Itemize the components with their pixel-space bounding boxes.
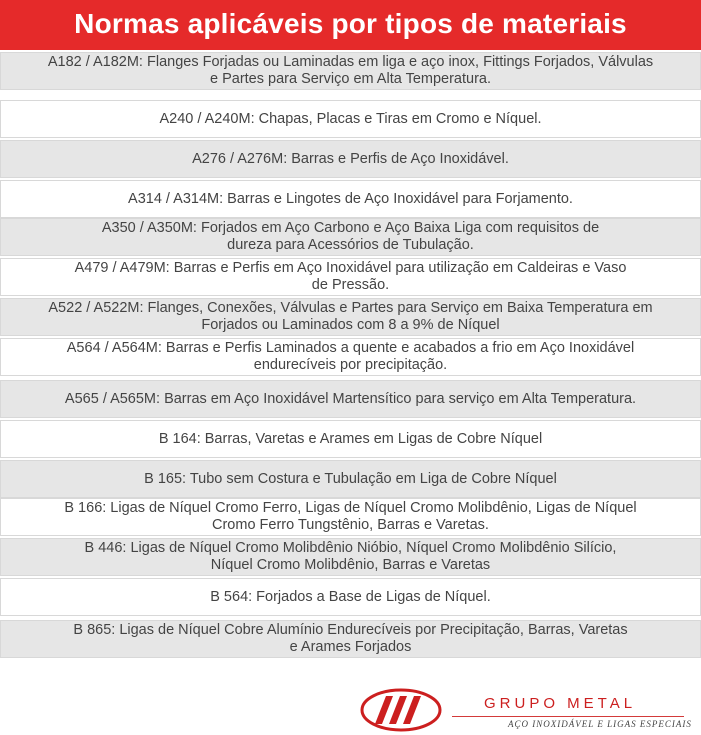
list-item bbox=[0, 338, 701, 376]
list-item bbox=[0, 578, 701, 616]
list-item bbox=[0, 460, 701, 498]
page-title: Normas aplicáveis por tipos de materiais bbox=[0, 0, 701, 50]
grupo-metal-logo bbox=[360, 688, 690, 730]
item-text: A350 / A350M: Forjados em Aço Carbono e Aço Baixa Liga com requisitos de dureza para Acessórios de Tubulação. bbox=[101, 220, 600, 253]
list-item bbox=[0, 258, 701, 296]
list-item bbox=[0, 180, 701, 218]
item-text: A182 / A182M: Flanges Forjadas ou Laminadas em liga e aço inox, Fittings Forjados, Válvulas e Partes para Serviço em Alta Temperatura. bbox=[47, 54, 654, 87]
item-text: A240 / A240M: Chapas, Placas e Tiras em Cromo e Níquel. bbox=[159, 110, 542, 127]
item-text: B 446: Ligas de Níquel Cromo Molibdênio Nióbio, Níquel Cromo Molibdênio Silício, Níquel Cromo Molibdênio, Barras e Varetas bbox=[84, 540, 617, 573]
list-item bbox=[0, 218, 701, 256]
list-item bbox=[0, 380, 701, 418]
item-text: A565 / A565M: Barras em Aço Inoxidável Martensítico para serviço em Alta Temperatura. bbox=[64, 390, 637, 407]
list-item bbox=[0, 298, 701, 336]
item-text: B 166: Ligas de Níquel Cromo Ferro, Ligas de Níquel Cromo Molibdênio, Ligas de Níquel Cromo Ferro Tungstênio, Barras e Varetas. bbox=[64, 500, 637, 533]
logo-divider bbox=[452, 716, 684, 717]
list-item bbox=[0, 52, 701, 90]
item-text: A276 / A276M: Barras e Perfis de Aço Inoxidável. bbox=[192, 150, 509, 167]
logo-name: GRUPO METAL bbox=[484, 695, 637, 712]
item-text: A522 / A522M: Flanges, Conexões, Válvulas e Partes para Serviço em Baixa Temperatura em Forjados ou Laminados com 8 a 9% de Níquel bbox=[48, 300, 653, 333]
list-item bbox=[0, 420, 701, 458]
logo-tagline: AÇO INOXIDÁVEL E LIGAS ESPECIAIS bbox=[508, 719, 692, 729]
item-text: A479 / A479M: Barras e Perfis em Aço Inoxidável para utilização em Caldeiras e Vaso de Pressão. bbox=[74, 260, 627, 293]
item-text: A564 / A564M: Barras e Perfis Laminados a quente e acabados a frio em Aço Inoxidável endurecíveis por precipitação. bbox=[66, 340, 635, 373]
item-text: B 165: Tubo sem Costura e Tubulação em Liga de Cobre Níquel bbox=[144, 470, 557, 487]
list-item bbox=[0, 140, 701, 178]
item-text: B 164: Barras, Varetas e Arames em Ligas de Cobre Níquel bbox=[158, 430, 543, 447]
list-item bbox=[0, 498, 701, 536]
item-text: B 865: Ligas de Níquel Cobre Alumínio Endurecíveis por Precipitação, Barras, Varetas e Arames Forjados bbox=[73, 622, 628, 655]
logo-mark-icon bbox=[360, 688, 442, 732]
list-item bbox=[0, 100, 701, 138]
item-text: A314 / A314M: Barras e Lingotes de Aço Inoxidável para Forjamento. bbox=[128, 190, 573, 207]
list-item bbox=[0, 620, 701, 658]
list-item bbox=[0, 538, 701, 576]
item-text: B 564: Forjados a Base de Ligas de Níquel. bbox=[210, 588, 491, 605]
